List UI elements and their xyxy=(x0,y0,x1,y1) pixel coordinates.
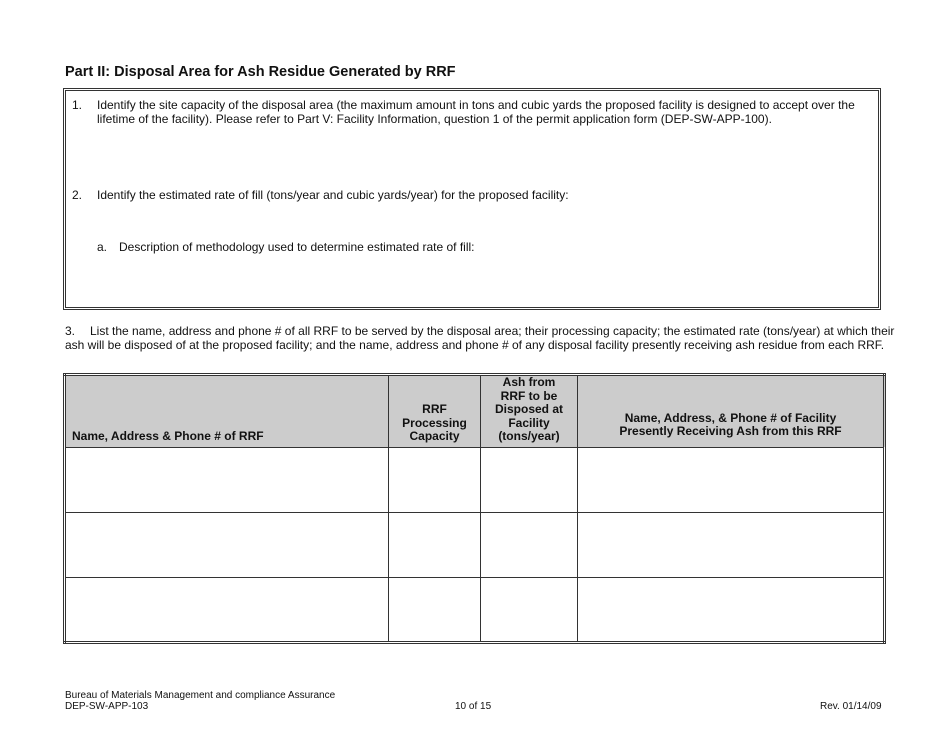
table-cell[interactable] xyxy=(481,512,578,577)
column-header-rrf-name: Name, Address & Phone # of RRF xyxy=(65,375,389,448)
table-cell[interactable] xyxy=(481,577,578,642)
table-cell[interactable] xyxy=(578,512,885,577)
question-text: Identify the site capacity of the disposal area (the maximum amount in tons and cubic yards the proposed facility is designed to accept over the lifetime of the facility). Please refer to Part V: Facility Information, question 1 of the permit application form (DEP-SW-APP-100). xyxy=(97,98,855,126)
question-number: a. xyxy=(97,240,108,254)
column-header-receiving-facility: Name, Address, & Phone # of Facility Presently Receiving Ash from this RRF xyxy=(578,375,885,448)
table-cell[interactable] xyxy=(65,512,389,577)
table-row xyxy=(65,512,885,577)
question-text: Identify the estimated rate of fill (tons/year and cubic yards/year) for the proposed facility: xyxy=(97,188,569,202)
footer-bureau: Bureau of Materials Management and compliance Assurance xyxy=(65,690,336,701)
question-number: 2. xyxy=(72,188,83,202)
table-cell[interactable] xyxy=(389,577,481,642)
question-3 xyxy=(65,324,895,352)
table-cell[interactable] xyxy=(65,447,389,512)
question-number: 3. xyxy=(65,324,76,338)
table-cell[interactable] xyxy=(481,447,578,512)
table-cell[interactable] xyxy=(578,447,885,512)
question-text: Description of methodology used to determine estimated rate of fill: xyxy=(119,240,475,254)
footer-form-id: DEP-SW-APP-103 xyxy=(65,701,149,712)
table-header-row xyxy=(65,375,885,448)
column-header-processing-capacity: RRF Processing Capacity xyxy=(389,375,481,448)
question-number: 1. xyxy=(72,98,83,112)
table-cell[interactable] xyxy=(389,447,481,512)
question-text: List the name, address and phone # of all RRF to be served by the disposal area; their processing capacity; the estimated rate (tons/year) at which their ash will be disposed of at the proposed facility; and the name, address and phone # of any disposal facility presently receiving ash residue from each RRF. xyxy=(65,324,895,352)
table-row xyxy=(65,577,885,642)
footer-revision: Rev. 01/14/09 xyxy=(820,701,882,712)
column-header-ash-disposed: Ash from RRF to be Disposed at Facility (tons/year) xyxy=(481,375,578,448)
page-title: Part II: Disposal Area for Ash Residue Generated by RRF xyxy=(65,64,456,80)
table-cell[interactable] xyxy=(578,577,885,642)
table-row xyxy=(65,447,885,512)
footer-page-number: 10 of 15 xyxy=(455,701,492,712)
table-cell[interactable] xyxy=(65,577,389,642)
rrf-table xyxy=(63,373,886,644)
table-cell[interactable] xyxy=(389,512,481,577)
